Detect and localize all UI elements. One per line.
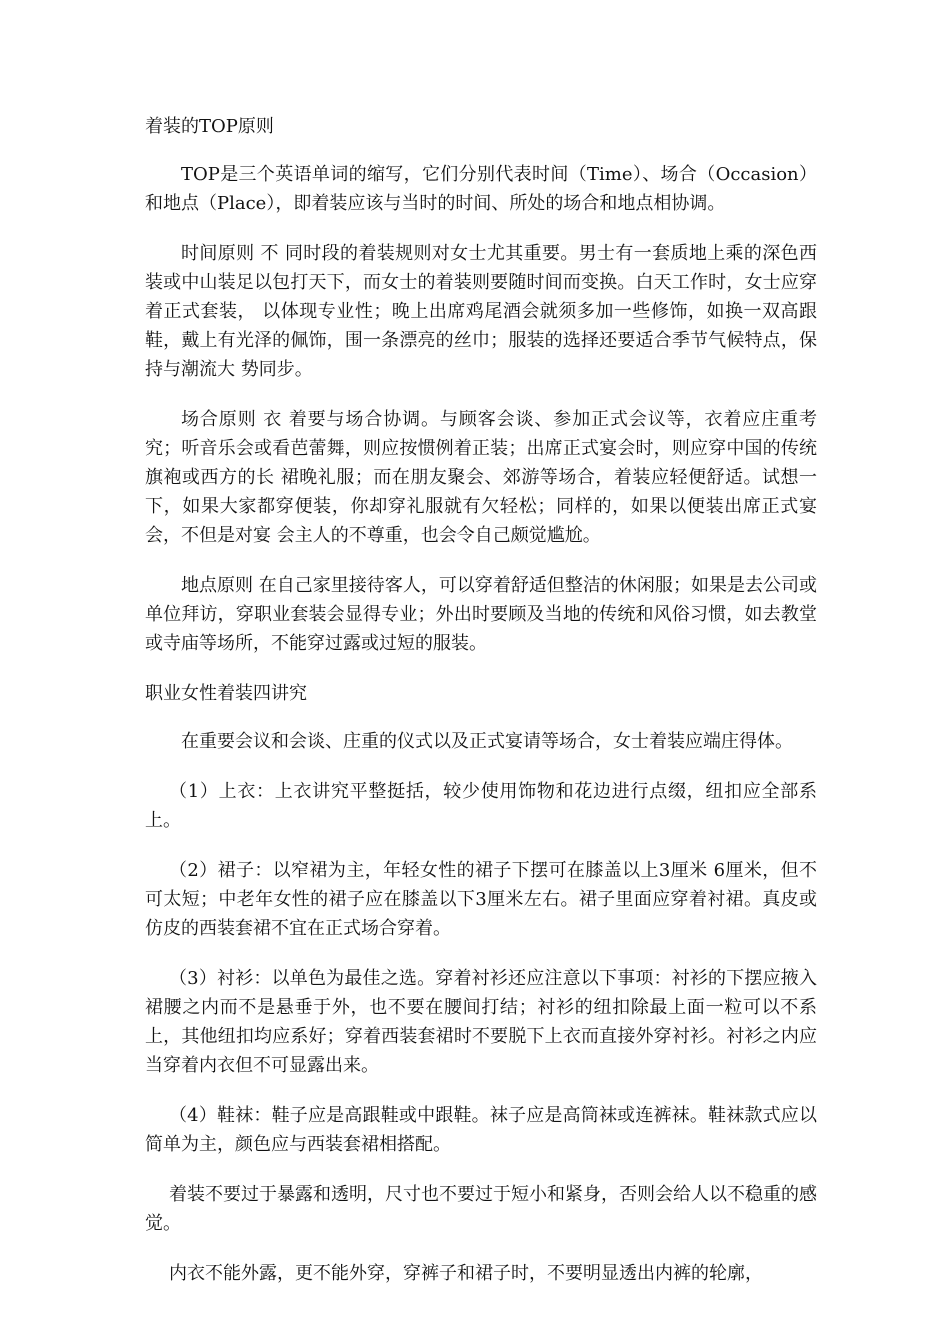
list-item-shirt: （3）衬衫：以单色为最佳之选。穿着衬衫还应注意以下事项：衬衫的下摆应掖入裙腰之内而不是悬垂于外，也不要在腰间打结；衬衫的纽扣除最上面一粒可以不系上，其他纽扣均应系好；穿着西装套裙时不要脱下上衣而直接外穿衬衫。衬衫之内应当穿着内衣但不可显露出来。 [145, 968, 817, 1076]
paragraph-professional-intro: 在重要会议和会谈、庄重的仪式以及正式宴请等场合，女士着装应端庄得体。 [181, 731, 793, 752]
paragraph-time-principle: 时间原则 不 同时段的着装规则对女士尤其重要。男士有一套质地上乘的深色西装或中山装足以包打天下，而女士的着装则要随时间而变换。白天工作时，女士应穿着正式套装， 以体现专业性；晚上出席鸡尾酒会就须多加一些修饰，如换一双高跟鞋，戴上有光泽的佩饰，围一条漂亮的丝巾；服装的选择还要适合季节气候特点，保持与潮流大 势同步。 [145, 243, 817, 380]
paragraph-closing-exposure: 着装不要过于暴露和透明，尺寸也不要过于短小和紧身，否则会给人以不稳重的感觉。 [145, 1184, 817, 1234]
document-body [145, 112, 817, 1288]
list-item-shoes-socks: （4）鞋袜：鞋子应是高跟鞋或中跟鞋。袜子应是高筒袜或连裤袜。鞋袜款式应以简单为主，颜色应与西装套裙相搭配。 [145, 1105, 817, 1155]
paragraph-closing-underwear: 内衣不能外露，更不能外穿，穿裤子和裙子时，不要明显透出内裤的轮廓， [169, 1263, 763, 1284]
paragraph-top-definition: TOP是三个英语单词的缩写，它们分别代表时间（Time）、场合（Occasion）和地点（Place），即着装应该与当时的时间、所处的场合和地点相协调。 [145, 164, 817, 214]
paragraph-place-principle: 地点原则 在自己家里接待客人，可以穿着舒适但整洁的休闲服；如果是去公司或单位拜访，穿职业套装会显得专业；外出时要顾及当地的传统和风俗习惯，如去教堂或寺庙等场所，不能穿过露或过短的服装。 [145, 575, 817, 654]
section-title-top-principle: 着装的TOP原则 [145, 116, 274, 137]
paragraph-occasion-principle: 场合原则 衣 着要与场合协调。与顾客会谈、参加正式会议等，衣着应庄重考究；听音乐会或看芭蕾舞，则应按惯例着正装；出席正式宴会时，则应穿中国的传统旗袍或西方的长 裙晚礼服；而在朋友聚会、郊游等场合，着装应轻便舒适。试想一下，如果大家都穿便装，你却穿礼服就有欠轻松；同样的，如果以便装出席正式宴会，不但是对宴 会主人的不尊重，也会令自己颇觉尴尬。 [145, 409, 817, 546]
section-title-professional-dress: 职业女性着装四讲究 [145, 683, 307, 704]
list-item-skirt: （2）裙子：以窄裙为主，年轻女性的裙子下摆可在膝盖以上3厘米 6厘米，但不可太短；中老年女性的裙子应在膝盖以下3厘米左右。裙子里面应穿着衬裙。真皮或仿皮的西装套裙不宜在正式场合穿着。 [145, 860, 817, 939]
list-item-top: （1）上衣：上衣讲究平整挺括，较少使用饰物和花边进行点缀，纽扣应全部系上。 [145, 781, 817, 831]
